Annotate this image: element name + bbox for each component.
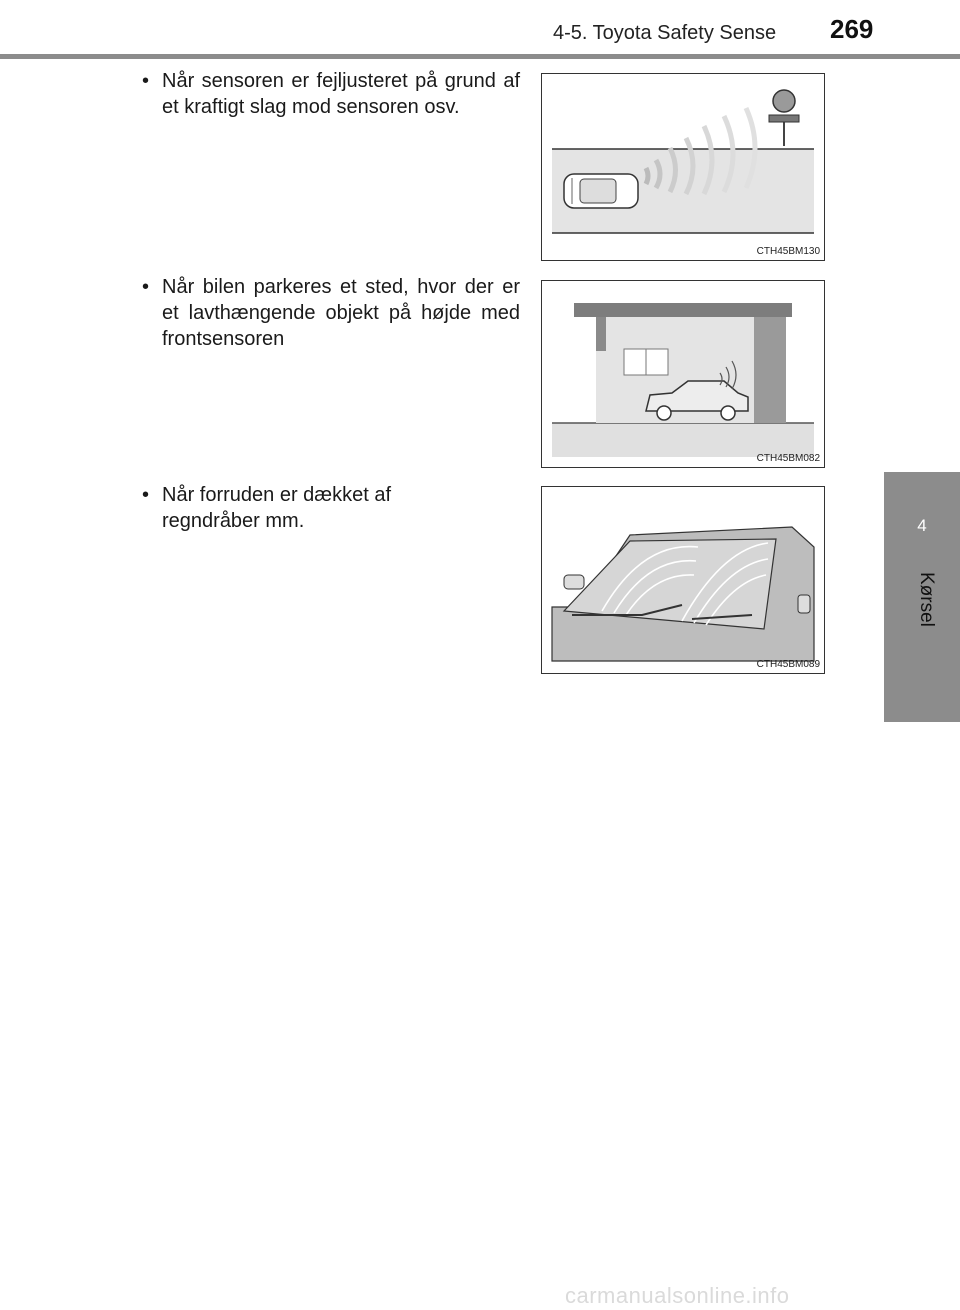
header-divider [0, 54, 960, 59]
rain-windshield-illustration [542, 487, 826, 675]
chapter-label: Kørsel [916, 572, 937, 627]
figure-code: CTH45BM130 [756, 246, 820, 257]
chapter-side-tab [884, 472, 960, 722]
misaligned-sensor-illustration [542, 74, 826, 262]
chapter-number: 4 [917, 516, 927, 535]
bullet-item [142, 274, 520, 352]
bullet-item [142, 68, 520, 120]
bullet-item [142, 482, 442, 534]
bullet-marker: • [142, 70, 150, 92]
bullet-marker: • [142, 276, 150, 298]
low-hanging-object-illustration [542, 281, 826, 469]
bullet-marker: • [142, 484, 150, 506]
bullet-text: Når sensoren er fejljusteret på grund af et kraftigt slag mod sensoren osv. [162, 70, 520, 118]
figure-code: CTH45BM082 [756, 453, 820, 464]
watermark-text: carmanualsonline.info [565, 1283, 790, 1308]
figure-code: CTH45BM089 [756, 659, 820, 670]
bullet-text: Når forruden er dækket af regndråber mm. [162, 484, 391, 532]
bullet-text: Når bilen parkeres et sted, hvor der er et lavthængende objekt på højde med frontsensoren [162, 276, 520, 350]
page-number: 269 [830, 14, 874, 44]
figure-rain-windshield [541, 486, 825, 674]
figure-sensor-misaligned [541, 73, 825, 261]
section-title: 4-5. Toyota Safety Sense [553, 22, 777, 44]
figure-low-hanging-object [541, 280, 825, 468]
